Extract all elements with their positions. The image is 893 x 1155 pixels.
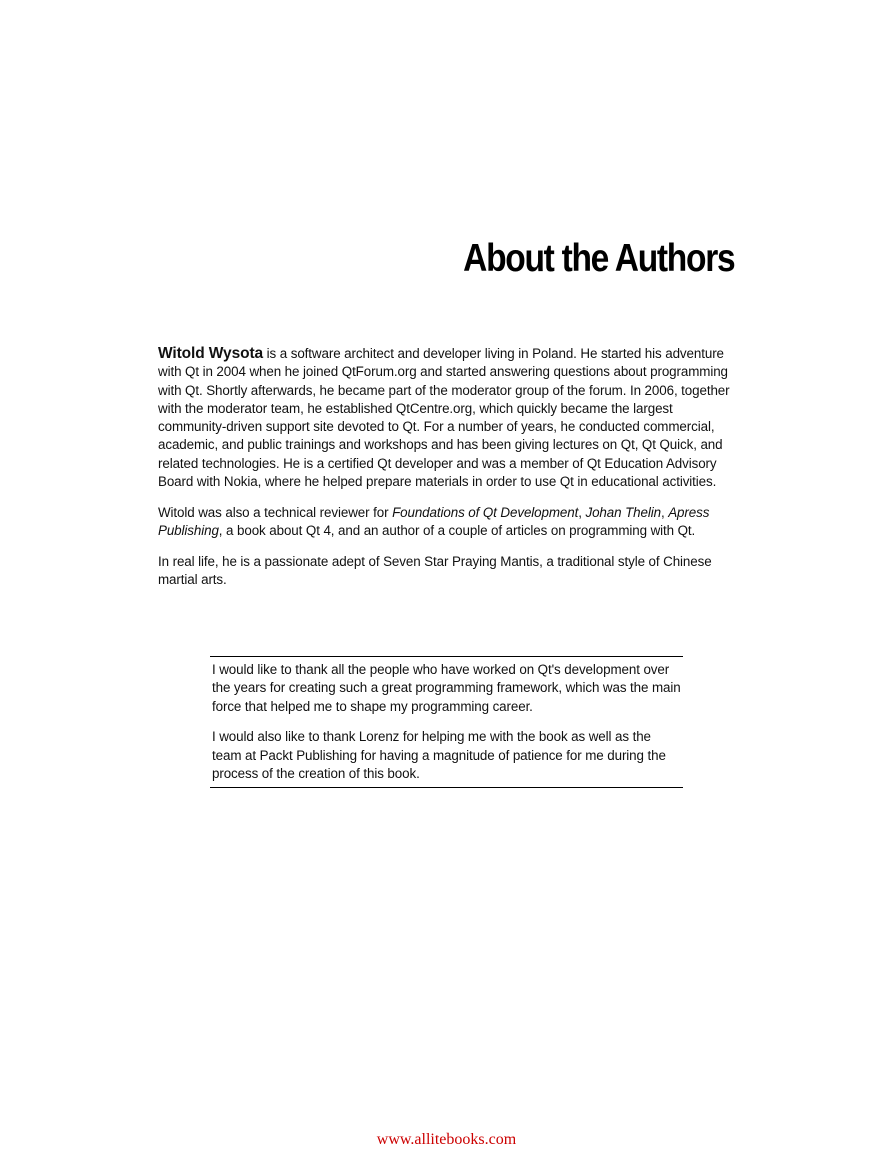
bio-paragraph-2-lead: Witold was also a technical reviewer for: [158, 504, 393, 520]
bio-paragraph-2: [158, 504, 736, 541]
bio-paragraph-3: In real life, he is a passionate adept of Seven Star Praying Mantis, a traditional style of Chinese martial arts.: [158, 554, 712, 588]
acknowledgement-paragraph-1: I would like to thank all the people who have worked on Qt's development over the years for creating such a great programming framework, which was the main force that helped me to shape my programming career.: [212, 662, 681, 714]
footer-website-link[interactable]: www.allitebooks.com: [376, 1131, 517, 1148]
author-name: Witold Wysota: [158, 345, 264, 362]
bio-paragraph-2-tail: , a book about Qt 4, and an author of a couple of articles on programming with Qt.: [218, 523, 696, 539]
separator: ,: [660, 504, 669, 520]
book-author: Johan Thelin: [585, 504, 661, 520]
book-title: Foundations of Qt Development: [392, 504, 579, 520]
bio-paragraph-1: [158, 345, 736, 491]
separator: ,: [578, 504, 586, 520]
acknowledgements-box: [210, 656, 683, 788]
acknowledgement-paragraph-2: I would also like to thank Lorenz for helping me with the book as well as the team at Packt Publishing for having a magnitude of patience for me during the process of the creation of this book.: [212, 729, 666, 782]
chapter-title: About the Authors: [462, 237, 734, 280]
publisher-name: Apress Publishing: [158, 504, 710, 539]
bio-paragraph-1-text: is a software architect and developer living in Poland. He started his adventure with Qt in 2004 when he joined QtForum.org and started answering questions about programming with Qt. Shortly afterwards, he became part of the moderator group of the forum. In 2006, together with the moderator team, he established QtCentre.org, which quickly became the largest community-driven support site devoted to Qt. For a number of years, he conducted commercial, academic, and public trainings and workshops and has been giving lectures on Qt, Qt Quick, and related technologies. He is a certified Qt developer and was a member of Qt Education Advisory Board with Nokia, where he helped prepare materials in order to use Qt in educational activities.: [158, 346, 730, 490]
author-bio: [158, 345, 736, 602]
